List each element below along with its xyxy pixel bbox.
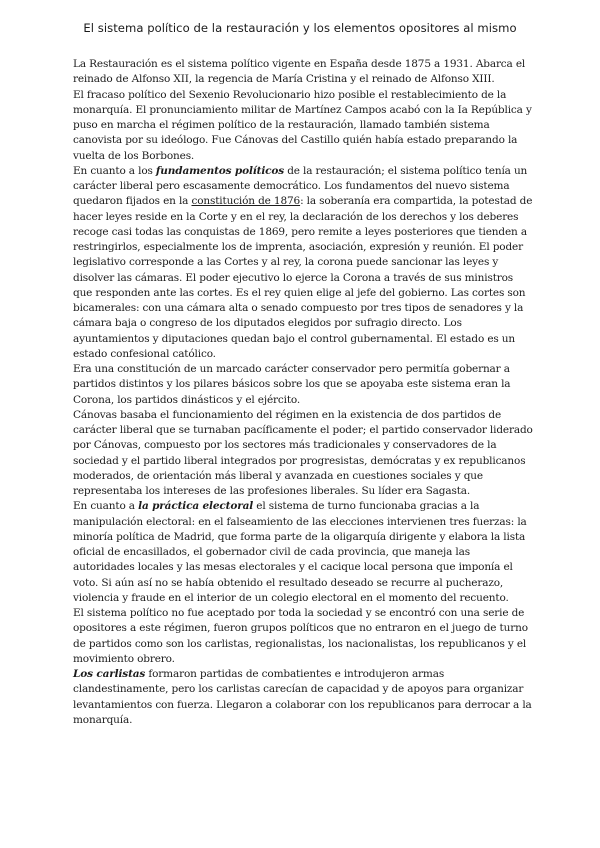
emphasis-practica-electoral: la práctica electoral <box>138 500 254 513</box>
paragraph-fundamentos-rest: : la soberanía era compartida, la potestad de hacer leyes reside en la Corte y en el rey, la declaración de los derechos y los deberes recoge casi todas las conquistas de 1869, pero remite a leyes posteriores que tienden a restringirlos, especialmente los de imprenta, asociación, expresión y reunión. El poder legislativo corresponde a las Cortes y al rey, la corona puede sancionar las leyes y disolver las cámaras. El poder ejecutivo lo ejerce la Corona a través de sus ministros que responden ante las cortes. Es el rey quien elige al jefe del gobierno. Las cortes son bicamerales: con una cámara alta o senado compuesto por tres tipos de senadores y la cámara baja o congreso de los diputados elegidos por sufragio directo. Los ayuntamientos y diputaciones quedan bajo el control gubernamental. El estado es un estado confesional católico. <box>73 195 533 360</box>
paragraph-fundamentos <box>73 164 533 362</box>
paragraph-carlistas <box>73 667 533 728</box>
emphasis-fundamentos-politicos: fundamentos políticos <box>155 164 285 177</box>
paragraph-practica-rest: el sistema de turno funcionaba gracias a la manipulación electoral: en el falseamiento de las elecciones intervienen tres fuerzas: la minoría política de Madrid, que forma parte de la oligarquía dirigente y elabora la lista oficial de encasillados, el gobernador civil de cada provincia, que maneja las autoridades locales y las mesas electorales y el cacique local persona que imponía el voto. Si aún así no se había obtenido el resultado deseado se recurre al pucherazo, violencia y fraude en el interior de un colegio electoral en el momento del recuento. <box>73 500 527 604</box>
paragraph-practica-electoral <box>73 499 533 606</box>
page-title: El sistema político de la restauración y los elementos opositores al mismo <box>83 21 517 35</box>
paragraph-constitucion: Era una constitución de un marcado carácter conservador pero permitía gobernar a partidos distintos y los pilares básicos sobre los que se apoyaba este sistema eran la Corona, los partidos dinásticos y el ejército. <box>73 363 511 406</box>
paragraph-fundamentos-middle: de la restauración; el sistema político tenía un carácter liberal pero escasamente democrático. Los fundamentos del nuevo sistema quedaron fijados en la <box>73 164 528 208</box>
document-body <box>73 57 533 728</box>
paragraph-intro: La Restauración es el sistema político vigente en España desde 1875 a 1931. Abarca el reinado de Alfonso XII, la regencia de María Cristina y el reinado de Alfonso XIII. <box>73 58 526 86</box>
underlined-constitucion-1876: constitución de 1876 <box>191 195 301 208</box>
paragraph-canovas: Cánovas basaba el funcionamiento del régimen en la existencia de dos partidos de carácter liberal que se turnaban pacíficamente el poder; el partido conservador liderado por Cánovas, compuesto por los sectores más tradicionales y conservadores de la sociedad y el partido liberal integrados por progresistas, demócratas y ex republicanos moderados, de orientación más liberal y avanzada en cuestiones sociales y que representaba los intereses de las profesiones liberales. Su líder era Sagasta. <box>73 408 533 497</box>
paragraph-practica-lead: En cuanto a <box>73 500 139 513</box>
emphasis-los-carlistas: Los carlistas <box>73 668 146 680</box>
paragraph-opositores: El sistema político no fue aceptado por toda la sociedad y se encontró con una serie de opositores a este régimen, fueron grupos políticos que no entraron en el juego de turno de partidos como son los carlistas, regionalistas, los nacionalistas, los republicanos y el movimiento obrero. <box>73 607 528 665</box>
paragraph-carlistas-rest: formaron partidas de combatientes e introdujeron armas clandestinamente, pero los carlistas carecían de capacidad y de apoyos para organizar levantamientos con fuerza. Llegaron a colaborar con los republicanos para derrocar a la monarquía. <box>73 668 532 726</box>
paragraph-fundamentos-lead: En cuanto a los <box>73 164 156 177</box>
paragraph-sexenio: El fracaso político del Sexenio Revolucionario hizo posible el restablecimiento de la monarquía. El pronunciamiento militar de Martínez Campos acabó con la Ia República y puso en marcha el régimen político de la restauración, llamado también sistema canovista por su ideólogo. Fue Cánovas del Castillo quién había estado preparando la vuelta de los Borbones. <box>73 88 532 162</box>
